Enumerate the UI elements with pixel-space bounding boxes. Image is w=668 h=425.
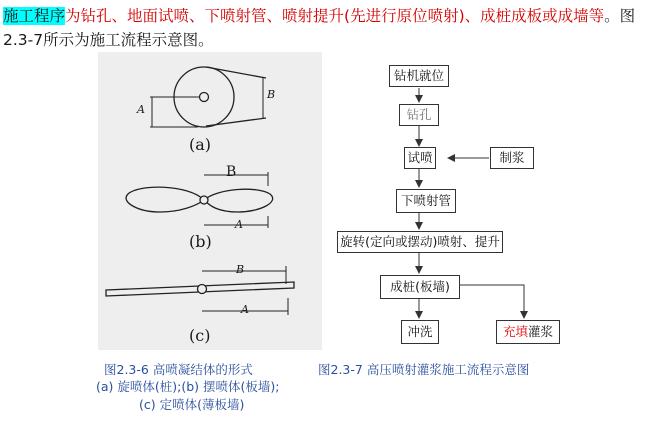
step-drill-rig-positioning: 钻机就位 xyxy=(389,65,449,87)
fill-red-text: 充填 xyxy=(502,324,528,339)
step-fill-grouting xyxy=(496,320,560,344)
dim-b-c: B xyxy=(236,263,245,276)
step-flushing: 冲洗 xyxy=(401,320,439,344)
label-b: (b) xyxy=(189,232,212,251)
rotary-column-core xyxy=(200,93,209,102)
label-c: (c) xyxy=(189,326,211,345)
step-grout-mixing: 制浆 xyxy=(490,147,534,169)
grouting-text: 灌浆 xyxy=(528,324,554,339)
figure-2-3-6-caption-line3: (c) 定喷体(薄板墙) xyxy=(139,397,245,412)
step-drilling: 钻孔 xyxy=(399,104,439,126)
jet-grouting-forms-figure xyxy=(98,52,322,350)
figure-2-3-7-caption: 图2.3-7 高压喷射灌浆施工流程示意图 xyxy=(318,362,530,377)
flow-arrows xyxy=(330,55,630,355)
dim-b-b: B xyxy=(226,164,237,180)
step-form-pile-wall: 成桩(板墙) xyxy=(380,275,460,299)
highlighted-term: 施工程序 xyxy=(3,7,66,25)
label-a: (a) xyxy=(189,135,212,154)
dim-b-a: B xyxy=(267,88,276,101)
dim-a-b: A xyxy=(235,218,243,231)
step-trial-jet: 试喷 xyxy=(404,147,436,169)
step-jet-and-lift: 旋转(定向或摆动)喷射、提升 xyxy=(337,231,503,253)
swing-core xyxy=(200,196,208,204)
jet-forms-drawing xyxy=(98,52,322,350)
construction-flowchart xyxy=(330,55,630,355)
figure-reference-text: 。图2.3-7所示为施工流程示意图。 xyxy=(3,7,636,49)
dim-a-a: A xyxy=(137,103,145,116)
swing-lobe-right xyxy=(204,189,273,212)
intro-paragraph xyxy=(3,4,665,52)
step-lower-jet-pipe: 下喷射管 xyxy=(396,189,456,213)
swing-lobe-left xyxy=(126,187,204,212)
fixed-jet-core xyxy=(198,285,207,294)
dim-a-c: A xyxy=(241,303,249,316)
process-text: 为钻孔、地面试喷、下喷射管、喷射提升(先进行原位喷射)、成桩成板或成墙等 xyxy=(65,7,605,25)
figure-2-3-6-caption-line2: (a) 旋喷体(桩);(b) 摆喷体(板墙); xyxy=(96,379,280,394)
figure-2-3-6-caption-title: 图2.3-6 高喷凝结体的形式 xyxy=(104,362,253,377)
